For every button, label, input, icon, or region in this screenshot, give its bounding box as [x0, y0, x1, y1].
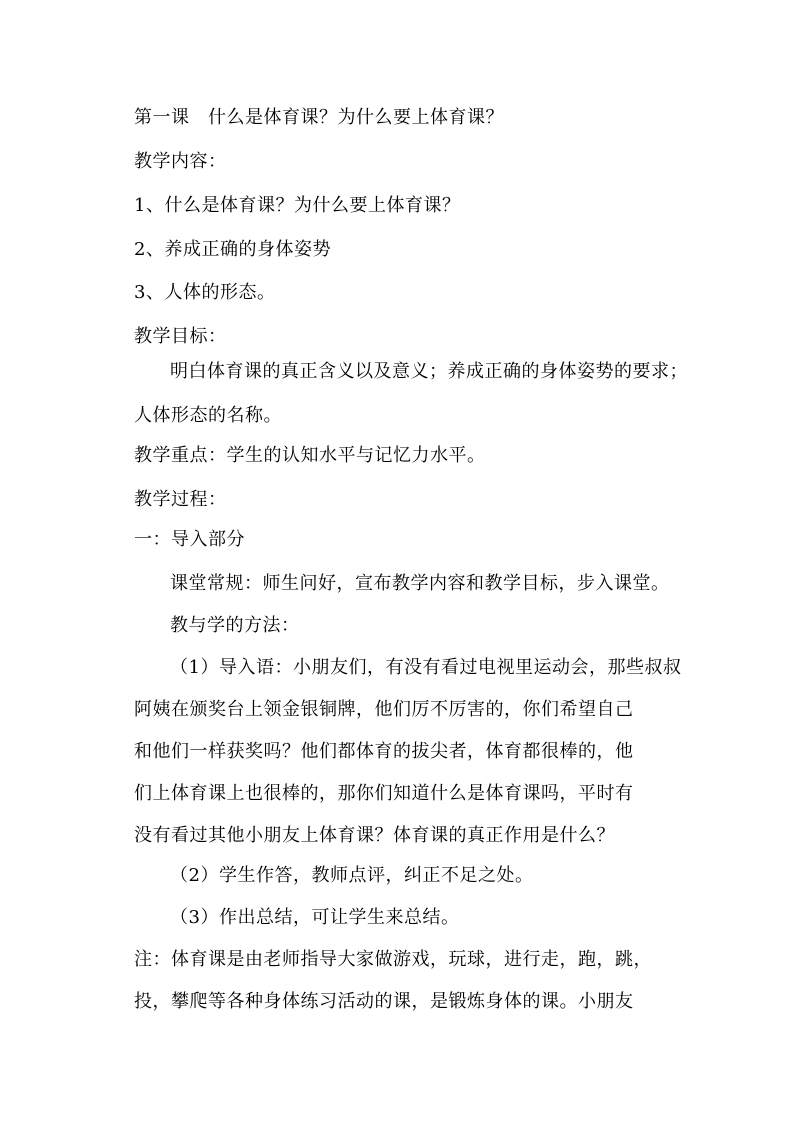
- key-points: 教学重点：学生的认知水平与记忆力水平。: [134, 445, 486, 466]
- section-one-heading: 一：导入部分: [134, 529, 245, 550]
- methods-heading: 教与学的方法：: [170, 615, 300, 636]
- lesson-title: 第一课 什么是体育课？为什么要上体育课？: [134, 107, 504, 128]
- step-2: （2）学生作答，教师点评，纠正不足之处。: [170, 865, 534, 886]
- goals-heading: 教学目标：: [134, 326, 227, 347]
- content-heading: 教学内容：: [134, 151, 227, 172]
- goals-line-2: 人体形态的名称。: [134, 405, 282, 426]
- intro-line-5: 没有看过其他小朋友上体育课？体育课的真正作用是什么？: [134, 825, 615, 846]
- note-line-2: 投，攀爬等各种身体练习活动的课，是锻炼身体的课。小朋友: [134, 991, 634, 1012]
- process-heading: 教学过程：: [134, 489, 227, 510]
- intro-line-3: 和他们一样获奖吗？他们都体育的拔尖者，体育都很棒的，他: [134, 741, 634, 762]
- content-item-1: 1、什么是体育课？为什么要上体育课？: [134, 195, 461, 216]
- content-item-2: 2、养成正确的身体姿势: [134, 239, 331, 260]
- step-3: （3）作出总结，可让学生来总结。: [170, 907, 460, 928]
- intro-line-4: 们上体育课上也很棒的，那你们知道什么是体育课吗，平时有: [134, 783, 634, 804]
- intro-line-1: （1）导入语：小朋友们，有没有看过电视里运动会，那些叔叔: [170, 657, 682, 678]
- content-item-3: 3、人体的形态。: [134, 282, 276, 303]
- goals-line-1: 明白体育课的真正含义以及意义；养成正确的身体姿势的要求；: [170, 361, 688, 382]
- classroom-routine: 课堂常规：师生问好，宣布教学内容和教学目标，步入课堂。: [170, 573, 670, 594]
- note-line-1: 注：体育课是由老师指导大家做游戏，玩球，进行走，跑，跳，: [134, 949, 652, 970]
- intro-line-2: 阿姨在颁奖台上领金银铜牌，他们厉不厉害的，你们希望自己: [134, 699, 634, 720]
